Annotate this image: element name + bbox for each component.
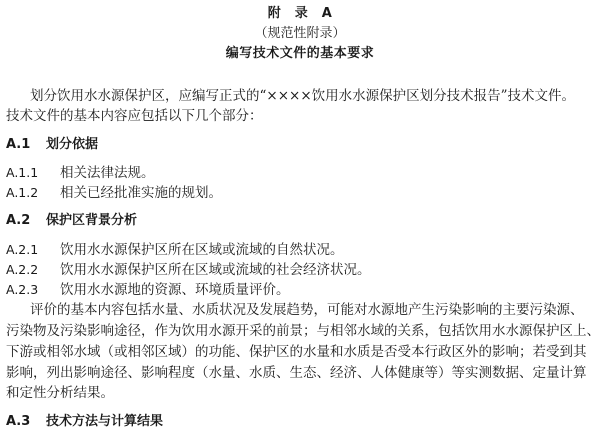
section-title: 划分依据 (46, 137, 99, 152)
item-number: A.1.2 (6, 185, 39, 200)
section-heading-a1 (6, 137, 98, 153)
list-item-a2-1 (6, 242, 344, 258)
paragraph-line: 影响，列出影响途径、影响程度（水量、水质、生态、经济、人体健康等）等实测数据、定量计算 (6, 365, 587, 381)
appendix-subtitle: （规范性附录） (254, 26, 346, 41)
item-number: A.2.2 (6, 262, 39, 277)
paragraph-line: 和定性分析结果。 (6, 385, 114, 401)
item-text: 相关法律法规。 (60, 165, 155, 181)
section-heading-a2 (6, 213, 137, 229)
intro-line-2: 技术文件的基本内容应包括以下几个部分： (6, 108, 263, 124)
list-item-a2-3 (6, 282, 290, 298)
intro-line-1: 划分饮用水水源保护区，应编写正式的“××××饮用水水源保护区划分技术报告”技术文件。 (30, 88, 576, 104)
paragraph-line: 下游或相邻水域（或相邻区域）的功能、保护区的水量和水质是否受本行政区外的影响；若受到其 (6, 344, 587, 360)
list-item-a2-2 (6, 262, 371, 278)
section-heading-a3 (6, 414, 163, 430)
section-number: A.1 (6, 137, 31, 152)
list-item-a1-1 (6, 165, 155, 181)
item-text: 饮用水水源地的资源、环境质量评价。 (60, 282, 290, 298)
appendix-title: 附 录 A (267, 6, 333, 21)
item-number: A.1.1 (6, 165, 39, 180)
paragraph-line: 评价的基本内容包括水量、水质状况及发展趋势，可能对水源地产生污染影响的主要污染源、 (30, 302, 584, 318)
section-number: A.2 (6, 213, 31, 228)
section-title: 技术方法与计算结果 (46, 414, 164, 429)
item-text: 相关已经批准实施的规划。 (60, 185, 222, 201)
appendix-heading: 编写技术文件的基本要求 (225, 46, 375, 61)
item-number: A.2.3 (6, 282, 39, 297)
item-text: 饮用水水源保护区所在区域或流域的自然状况。 (60, 242, 344, 258)
item-text: 饮用水水源保护区所在区域或流域的社会经济状况。 (60, 262, 371, 278)
section-title: 保护区背景分析 (46, 213, 138, 228)
section-number: A.3 (6, 414, 31, 429)
item-number: A.2.1 (6, 242, 39, 257)
paragraph-line: 污染物及污染影响途径，作为饮用水源开采的前景；与相邻水域的关系，包括饮用水水源保护区上、 (6, 323, 600, 339)
list-item-a1-2 (6, 185, 222, 201)
